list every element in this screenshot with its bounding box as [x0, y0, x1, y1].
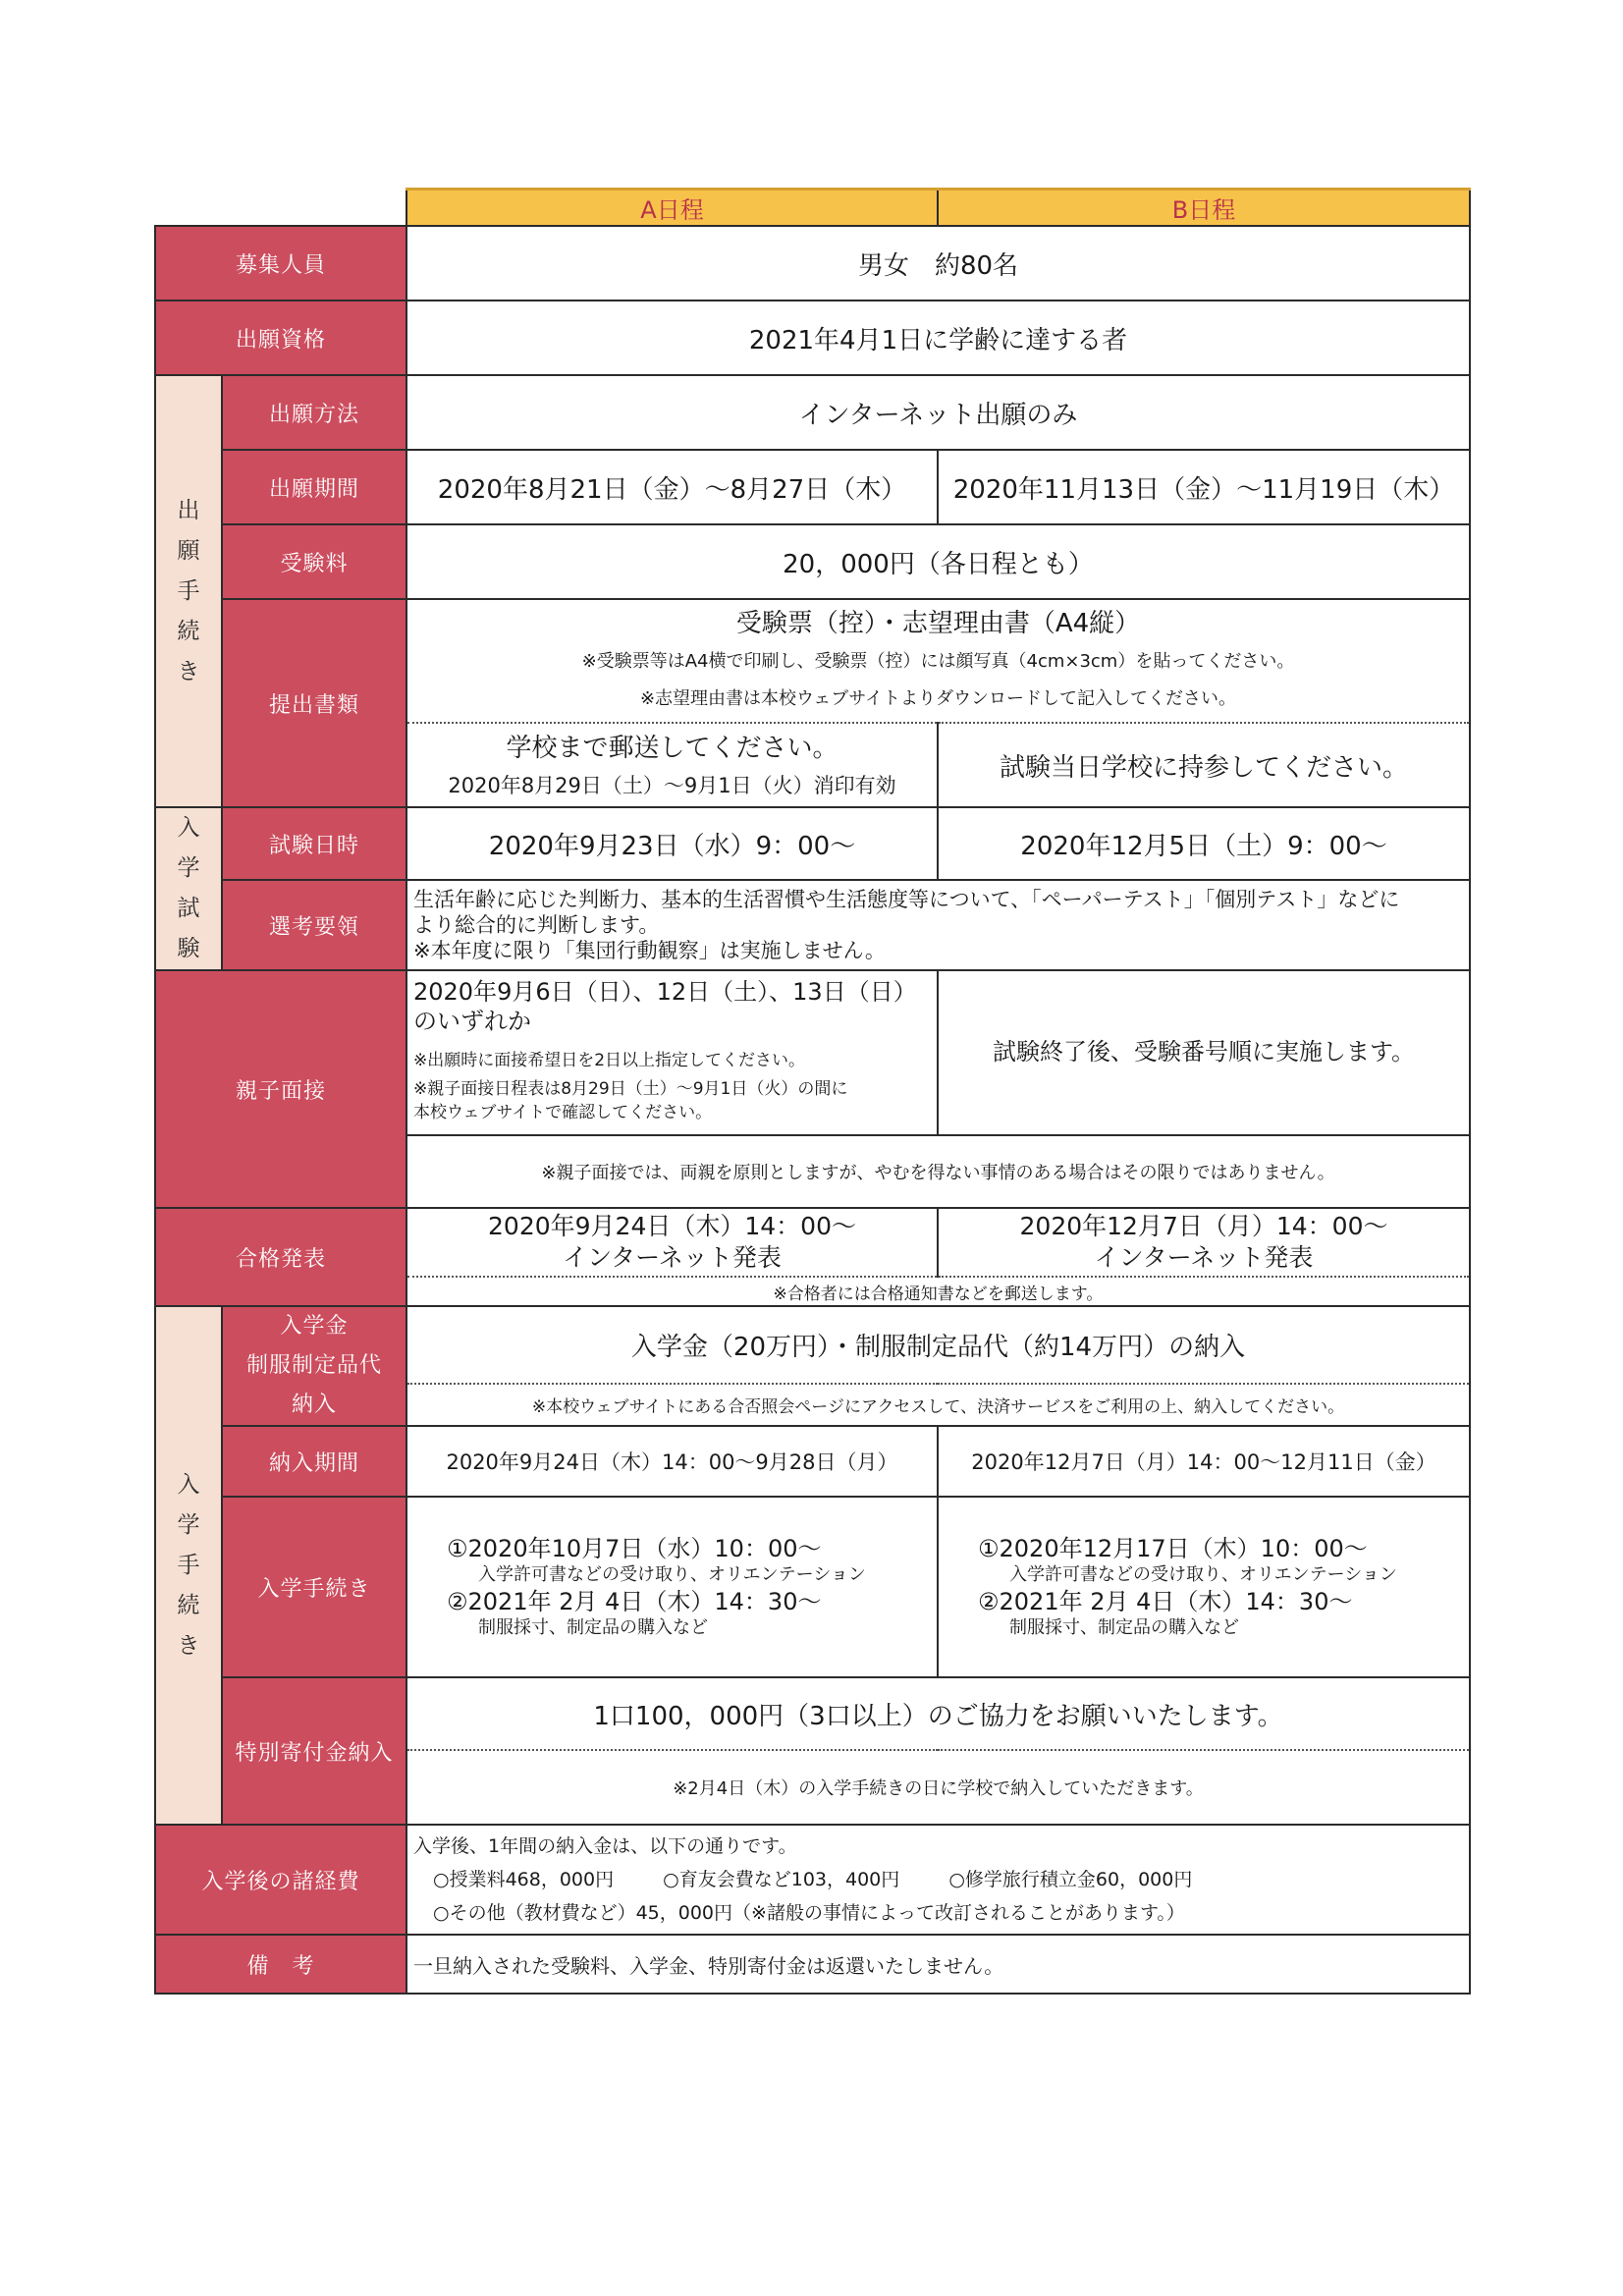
- period-b: 2020年11月13日（金）～11月19日（木）: [938, 450, 1470, 524]
- group-application-char: 続: [177, 618, 200, 644]
- header-a-schedule: A日程: [406, 190, 938, 227]
- group-exam-char: 試: [177, 896, 200, 921]
- label-payment-line3: 納入: [291, 1393, 337, 1417]
- documents-note1: ※受験票等はA4横で印刷し、受験票（控）には顔写真（4cm×3cm）を貼ってください。: [581, 651, 1295, 672]
- interview-note: ※親子面接では、両親を原則としますが、やむを得ない事情のある場合はその限りではありません。: [406, 1135, 1470, 1208]
- expenses-item2: ○育友会費など103，400円: [663, 1869, 900, 1890]
- procedure-a1-sub: 入学許可書などの受け取り、オリエンテーション: [478, 1564, 866, 1585]
- label-results: 合格発表: [155, 1208, 406, 1306]
- label-interview: 親子面接: [155, 970, 406, 1208]
- label-expenses: 入学後の諸経費: [155, 1825, 406, 1935]
- results-a-cell: [406, 1208, 938, 1277]
- documents-a-main: 学校まで郵送してください。: [506, 734, 839, 763]
- selection-line2: より総合的に判断します。: [413, 913, 660, 937]
- remarks-value: 一旦納入された受験料、入学金、特別寄付金は返還いたしません。: [406, 1935, 1470, 1994]
- donation-note: ※2月4日（木）の入学手続きの日に学校で納入していただきます。: [406, 1750, 1470, 1825]
- label-payment-line1: 入学金: [280, 1314, 349, 1339]
- payment-value: 入学金（20万円）・制服制定品代（約14万円）の納入: [406, 1306, 1470, 1384]
- label-payment-period: 納入期間: [222, 1426, 406, 1497]
- expenses-item4: ○その他（教材費など）45，000円（※諸般の事情によって改訂されることがあります。）: [433, 1902, 1185, 1924]
- label-fee: 受験料: [222, 524, 406, 599]
- label-recruitment: 募集人員: [155, 226, 406, 301]
- label-exam-date: 試験日時: [222, 807, 406, 880]
- period-a: 2020年8月21日（金）～8月27日（木）: [406, 450, 938, 524]
- expenses-items: [413, 1863, 1469, 1896]
- label-donation: 特別寄付金納入: [222, 1677, 406, 1825]
- label-eligibility: 出願資格: [155, 301, 406, 375]
- documents-b-main: 試験当日学校に持参してください。: [938, 723, 1470, 807]
- results-b-cell: [938, 1208, 1470, 1277]
- expenses-block: [407, 1830, 1469, 1930]
- procedure-a2-sub: 制服採寸、制定品の購入など: [478, 1617, 708, 1638]
- results-a-line1: 2020年9月24日（木）14：00～: [488, 1212, 856, 1240]
- expenses-item3: ○修学旅行積立金60，000円: [948, 1869, 1193, 1890]
- interview-a-line1: 2020年9月6日（日）、12日（土）、13日（日）: [413, 978, 917, 1006]
- group-enrollment: [155, 1306, 222, 1825]
- group-exam-char: 入: [177, 815, 200, 841]
- label-remarks: 備 考: [155, 1935, 406, 1994]
- procedure-b2: ②2021年 2月 4日（木）14：30～: [978, 1588, 1353, 1615]
- documents-note2: ※志望理由書は本校ウェブサイトよりダウンロードして記入してください。: [639, 688, 1237, 709]
- interview-a-cell: [406, 970, 938, 1135]
- label-method: 出願方法: [222, 375, 406, 450]
- recruitment-value: 男女 約80名: [406, 226, 1470, 301]
- group-enrollment-char: 続: [177, 1592, 200, 1618]
- group-exam-char: 験: [177, 936, 200, 961]
- results-b-line2: インターネット発表: [1094, 1243, 1314, 1272]
- payment-note: ※本校ウェブサイトにある合否照会ページにアクセスして、決済サービスをご利用の上、納入してください。: [406, 1384, 1470, 1426]
- group-application-char: 出: [177, 497, 200, 523]
- documents-a-sub: 2020年8月29日（土）～9月1日（火）消印有効: [448, 774, 896, 797]
- donation-value: 1口100，000円（3口以上）のご協力をお願いいたします。: [406, 1677, 1470, 1750]
- method-value: インターネット出願のみ: [406, 375, 1470, 450]
- group-application-char: 手: [177, 577, 200, 604]
- documents-a-cell: [406, 723, 938, 807]
- expenses-item1: ○授業料468，000円: [433, 1869, 615, 1890]
- payment-period-b: 2020年12月7日（月）14：00～12月11日（金）: [938, 1426, 1470, 1497]
- selection-line3: ※本年度に限り「集団行動観察」は実施しません。: [413, 939, 886, 962]
- group-enrollment-char: 学: [177, 1511, 200, 1538]
- group-exam-char: 学: [177, 855, 200, 881]
- expenses-items-row2: [413, 1896, 1469, 1930]
- procedure-a: [407, 1534, 937, 1640]
- procedure-b2-sub: 制服採寸、制定品の購入など: [1009, 1617, 1239, 1638]
- group-enrollment-char: 手: [177, 1552, 200, 1578]
- procedure-b1-sub: 入学許可書などの受け取り、オリエンテーション: [1009, 1564, 1397, 1585]
- fee-value: 20，000円（各日程とも）: [406, 524, 1470, 599]
- label-procedure: 入学手続き: [222, 1497, 406, 1677]
- selection-line1: 生活年齢に応じた判断力、基本的生活習慣や生活態度等について、「ペーパーテスト」「個別テスト」などに: [413, 888, 1400, 911]
- payment-period-a: 2020年9月24日（木）14：00～9月28日（月）: [406, 1426, 938, 1497]
- group-exam: [155, 807, 222, 970]
- group-enrollment-char: 入: [177, 1471, 200, 1498]
- admission-table: [154, 188, 1471, 1995]
- group-application-char: き: [177, 658, 200, 684]
- interview-a-line2: のいずれか: [413, 1008, 531, 1035]
- procedure-a-cell: [406, 1497, 938, 1677]
- results-a-line2: インターネット発表: [563, 1243, 782, 1272]
- results-b-line1: 2020年12月7日（月）14：00～: [1019, 1212, 1388, 1240]
- procedure-a1: ①2020年10月7日（水）10：00～: [447, 1535, 822, 1562]
- label-selection: 選考要領: [222, 880, 406, 970]
- exam-date-a: 2020年9月23日（水）9：00～: [406, 807, 938, 880]
- results-note: ※合格者には合格通知書などを郵送します。: [406, 1277, 1470, 1306]
- header-blank: [155, 190, 406, 227]
- procedure-b1: ①2020年12月17日（木）10：00～: [978, 1535, 1368, 1562]
- label-payment-line2: 制服制定品代: [245, 1353, 382, 1378]
- label-period: 出願期間: [222, 450, 406, 524]
- procedure-b-cell: [938, 1497, 1470, 1677]
- interview-b: 試験終了後、受験番号順に実施します。: [938, 970, 1470, 1135]
- expenses-intro: 入学後、1年間の納入金は、以下の通りです。: [413, 1835, 797, 1857]
- group-application-char: 願: [177, 537, 200, 564]
- procedure-a2: ②2021年 2月 4日（木）14：30～: [447, 1588, 822, 1615]
- procedure-b: [939, 1534, 1469, 1640]
- documents-main-cell: [406, 599, 1470, 723]
- interview-a-note3: 本校ウェブサイトで確認してください。: [413, 1103, 713, 1122]
- group-enrollment-char: き: [177, 1632, 200, 1659]
- documents-main: 受験票（控）・志望理由書（A4縦）: [735, 609, 1141, 638]
- label-documents: 提出書類: [222, 599, 406, 807]
- interview-a-note1: ※出願時に面接希望日を2日以上指定してください。: [413, 1051, 806, 1070]
- eligibility-value: 2021年4月1日に学齢に達する者: [406, 301, 1470, 375]
- group-application: [155, 375, 222, 807]
- label-payment: [222, 1306, 406, 1426]
- header-b-schedule: B日程: [938, 190, 1470, 227]
- selection-cell: [406, 880, 1470, 970]
- expenses-cell: [406, 1825, 1470, 1935]
- exam-date-b: 2020年12月5日（土）9：00～: [938, 807, 1470, 880]
- interview-a-note2: ※親子面接日程表は8月29日（土）～9月1日（火）の間に: [413, 1079, 848, 1099]
